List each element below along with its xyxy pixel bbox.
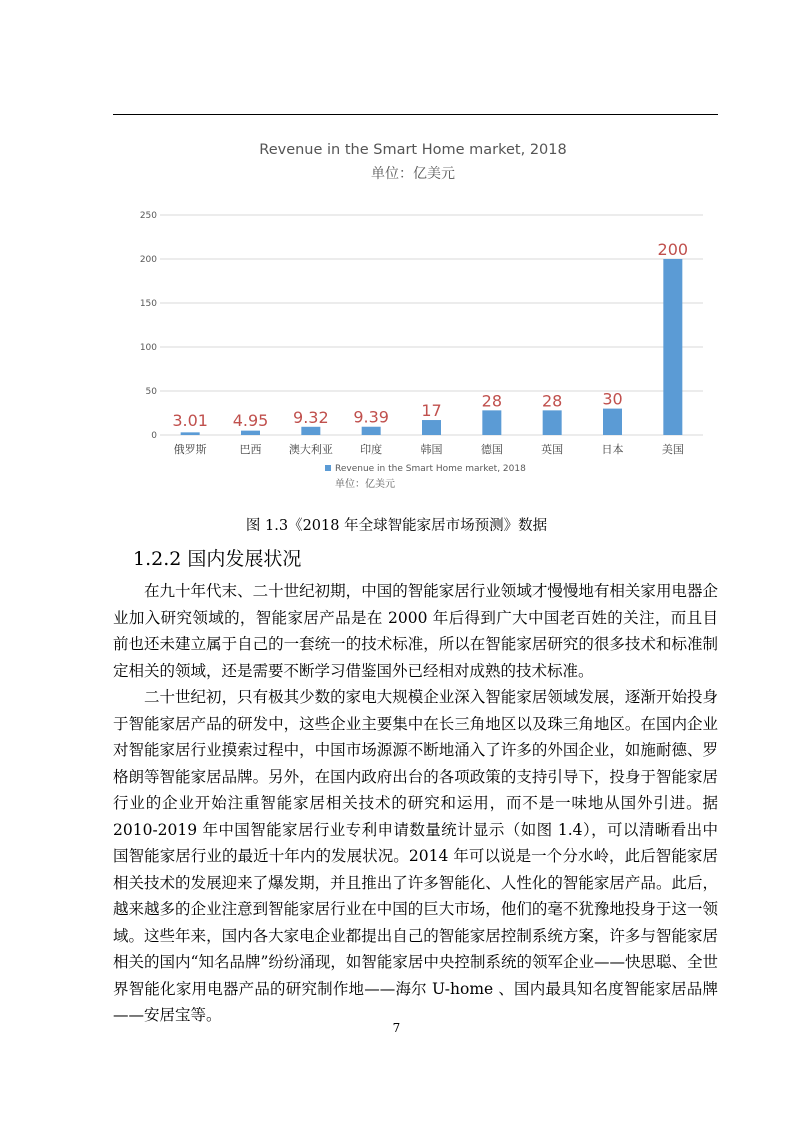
bar — [543, 410, 562, 435]
legend-swatch — [325, 465, 331, 471]
bar — [301, 427, 320, 435]
x-tick-label: 俄罗斯 — [173, 443, 207, 456]
section-heading: 1.2.2 国内发展状况 — [133, 548, 302, 570]
page-number: 7 — [392, 1021, 401, 1035]
data-label: 9.32 — [293, 407, 329, 427]
data-label: 3.01 — [172, 411, 208, 430]
y-tick-label: 200 — [139, 255, 157, 265]
data-label: 30 — [602, 389, 623, 409]
data-label: 28 — [541, 391, 563, 411]
chart-plot — [113, 130, 713, 500]
figure-caption: 图 1.3《2018 年全球智能家居市场预测》数据 — [245, 518, 548, 534]
x-tick-label: 德国 — [480, 443, 503, 456]
x-tick-label: 巴西 — [239, 443, 262, 456]
y-tick-label: 50 — [145, 387, 157, 397]
y-tick-label: 150 — [139, 299, 157, 309]
chart-unit-subtitle: 单位：亿美元 — [371, 166, 455, 182]
paragraph-2: 二十世纪初，只有极其少数的家电大规模企业深入智能家居领域发展，逐渐开始投身于智能家居产品的研发中，这些企业主要集中在长三角地区以及珠三角地区。在国内企业对智能家居行业摸索过程中，中国市场源源不断地涌入了许多的外国企业，如施耐德、罗格朗等智能家居品牌。另外，在国内政府出台的各项政策的支持引导下，投身于智能家居行业的企业开始注重智能家居相关技术的研究和运用，而不是一味地从国外引进。据 2010-2019 年中国智能家居行业专利申请数量统计显示（如图 1.4），可以清晰看出中国智能家居行业的最近十年内的发展状况。2014 年可以说是一个分水岭，此后智能家居相关技术的发展迎来了爆发期，并且推出了许多智能化、人性化的智能家居产品。此后，越来越多的企业注意到智能家居行业在中国的巨大市场，他们的毫不犹豫地投身于这一领域。这些年来，国内各大家电企业都提出自己的智能家居控制系统方案，许多与智能家居相关的国内“知名品牌”纷纷涌现，如智能家居中央控制系统的领军企业——快思聪、全世界智能化家用电器产品的研究制作地——海尔 U-home 、国内最具知名度智能家居品牌——安居宝等。 — [113, 688, 718, 1024]
y-tick-label: 100 — [139, 343, 157, 353]
y-tick-label: 0 — [151, 431, 157, 441]
bar — [422, 420, 441, 435]
y-tick-label: 250 — [139, 211, 157, 221]
x-tick-label: 日本 — [601, 443, 624, 456]
bar — [241, 431, 260, 435]
data-label: 4.95 — [232, 411, 269, 430]
revenue-bar-chart — [113, 130, 713, 500]
legend-unit: 单位：亿美元 — [335, 479, 395, 490]
header-rule — [113, 114, 718, 115]
data-label: 17 — [421, 401, 442, 421]
x-tick-label: 澳大利亚 — [288, 443, 333, 456]
x-tick-label: 美国 — [661, 443, 684, 456]
data-label: 28 — [481, 391, 503, 411]
data-label: 9.39 — [353, 407, 389, 427]
x-tick-label: 英国 — [541, 443, 564, 456]
bar — [663, 259, 682, 435]
bar — [181, 432, 200, 435]
data-label: 200 — [657, 240, 689, 259]
chart-title: Revenue in the Smart Home market, 2018 — [259, 142, 567, 158]
x-tick-label: 韩国 — [420, 443, 443, 456]
bar — [362, 427, 381, 435]
body-text — [113, 578, 718, 1029]
x-tick-label: 印度 — [360, 443, 383, 456]
paragraph-1: 在九十年代末、二十世纪初期，中国的智能家居行业领域才慢慢地有相关家用电器企业加入研究领域的，智能家居产品是在 2000 年后得到广大中国老百姓的关注，而且目前也还未建立属于自己的一套统一的技术标准，所以在智能家居研究的很多技术和标准制定相关的领域，还是需要不断学习借鉴国外已经相对成熟的技术标准。 — [113, 582, 718, 680]
bar — [482, 410, 501, 435]
legend-label: Revenue in the Smart Home market, 2018 — [335, 464, 526, 474]
bar — [603, 409, 622, 435]
